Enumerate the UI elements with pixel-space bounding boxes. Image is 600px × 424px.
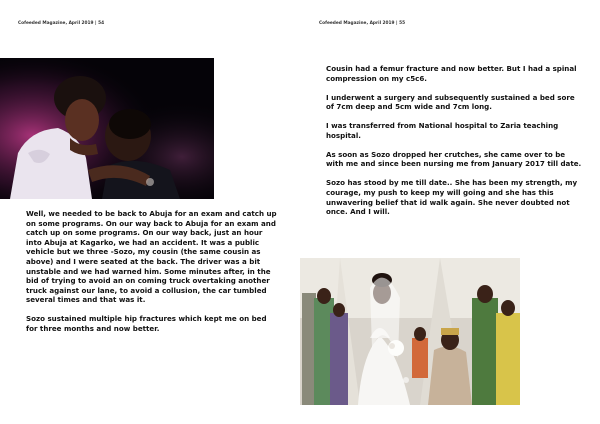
right-page-header: Cofeeded Magazine, April 2019 | 55: [319, 21, 406, 26]
right-paragraph-3: I was transferred from National hospital to Zaria teaching hospital.: [326, 121, 559, 140]
right-paragraph-2: I underwent a surgery and subsequently sustained a bed sore of 7cm deep and 5cm wide and 7cm long.: [326, 92, 575, 112]
right-paragraph-1: Cousin had a femur fracture and now better. But I had a spinal compression on my c5c6.: [326, 64, 577, 83]
right-paragraph-5: Sozo has stood by me till date.. She has been my strength, my courage, my push to keep my will going and she has this unwavering belief that id walk again. She never doubted not once. And I will.: [326, 178, 578, 217]
couple-embrace-photo: [0, 58, 214, 199]
wedding-ceremony-photo: [300, 258, 520, 405]
right-page-body: [326, 64, 582, 226]
left-page-body: [26, 209, 278, 343]
right-paragraph-4: As soon as Sozo dropped her crutches, she came over to be with me and since been nursing me from January 2017 till date.: [326, 149, 582, 169]
left-paragraph-2: Sozo sustained multiple hip fractures which kept me on bed for three months and now better.: [26, 314, 267, 333]
left-paragraph-1: Well, we needed to be back to Abuja for an exam and catch up on some programs. On our way back to Abuja for an exam and catch up on some programs. On our way back, just an hour into Abuja at Kagarko, we had an accident. It was a public vehicle but we three -Sozo, my cousin (the same cousin as above) and I were seated at the back. The driver was a bit unstable and we had warned him. Some minutes after, in the bid of trying to avoid an on coming truck overtaking another truck against our lane, to avoid a collusion, the car tumbled several times and that was it.: [26, 209, 277, 305]
right-page: [300, 0, 600, 424]
left-page-header: Cofeeded Magazine, April 2019 | 54: [18, 21, 105, 26]
